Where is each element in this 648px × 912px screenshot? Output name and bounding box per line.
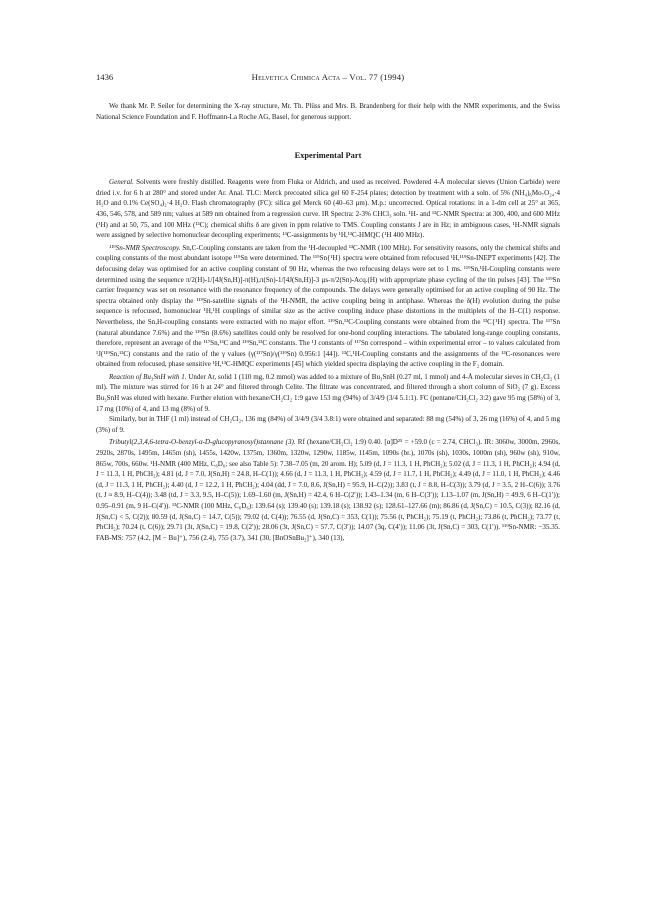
experimental-body <box>96 177 560 543</box>
paragraph-sn-nmr <box>96 243 560 370</box>
paragraph-text: Solvents were freshly distilled. Reagents were from Fluka or Aldrich, and used as received. Powdered 4-Å molecular sieves (Union Carbide) were dried i.v. for 6 h at 280° and stored under Ar. Anal. TLC: Merck precoated silica gel 60 F-254 plates; detection by treatment with a soln. of 5% (NH₄)₆Mo₇O₂₄·4 H₂O and 0.1% Ce(SO₄)₂·4 H₂O. Flash chromatography (FC): silica gel Merck 60 (40–63 µm). M.p.: uncorrected. Optical rotations: in a 1-dm cell at 25° at 365, 436, 546, 578, and 589 nm; values at 589 nm obtained from a regression curve. IR Spectra: 2-3% CHCl₃ soln. ¹H- and ¹³C-NMR Spectra: at 300, 400, and 600 MHz (¹H) and at 50, 75, and 100 MHz (¹³C); chemical shifts δ are given in ppm relative to TMS. Coupling constants J are in Hz; in ambiguous cases, ¹H-NMR signals were assigned by selective homonuclear decoupling experiments; ¹³C-assignments by ¹H,¹³C-HMQC (¹H 400 MHz). <box>96 178 560 240</box>
acknowledgement-block <box>96 101 560 122</box>
paragraph-text: Sn,C-Coupling constants are taken from the ¹H-decoupled ¹³C-NMR (100 MHz). For sensitivity reasons, only the chemical shifts and coupling constants of the most abundant isotope ¹¹⁹Sn were determined. The ¹¹⁹Sn{¹H} spectra were obtained from refocused ¹H,¹¹⁹Sn-INEPT experiments [42]. The defocusing delay was optimised for an active coupling constant of 90 Hz, whereas the two refocusing delays were set to 1 ms. ¹¹⁹Sn,¹H-Coupling constants were determined using the sequence π/2(H)-1/[4J(Sn,H)]-π(H),π(Sn)-1/[4J(Sn,H)]-3 µs-π/2(Sn)-Acq.(H) with appropriate phase cycling of the tin pulses [43]. The ¹¹⁹Sn carrier frequency was set on resonance with the resonance frequency of the compounds. The delays were generally optimised for an active coupling of 90 Hz. The spectra obtained only display the ¹¹⁹Sn-satellite signals of the ¹H-NMR, the active coupling being in antiphase. Whereas the δ(H) evolution during the pulse sequence is refocused, homonuclear ¹H,¹H couplings of similar size as the active coupling induce phase distortions in the multiplets of the H–C(1) response. Nevertheless, the Sn,H-coupling constants were extracted with no major effort. ¹¹⁹Sn,¹³C-Coupling constants were obtained from the ¹³C{¹H} spectra. The ¹¹⁷Sn (natural abundance 7.6%) and the ¹¹⁹Sn (8.6%) satellites could only be resolved for one-bond coupling interactions. The tabulated long-range coupling constants, therefore, represent an average of the ¹¹⁷Sn,¹³C and ¹¹⁹Sn,¹³C constants. The ¹J constants of ¹¹⁷Sn correspond – within experimental error – to values calculated from ¹J(¹¹⁹Sn,¹³C) constants and the ratio of the γ values (γ(¹¹⁷Sn)/γ(¹¹⁹Sn) 0.956:1 [44]). ¹³C,¹H-Coupling constants and the assignments of the ¹³C-resonances were obtained from refocused, phase sensitive ¹H,¹³C-HMQC experiments [45] which yielded spectra displaying the active coupling in the F₂ domain. <box>96 243 560 369</box>
page-number: 1436 <box>96 72 114 82</box>
paragraph-text: Similarly, but in THF (1 ml) instead of CH₂Cl₂, 136 mg (84%) of 3/4/9 (3/4 3.8:1) were obtained and separated: 88 mg (54%) of 3, 26 mg (16%) of 4, and 5 mg (3%) of 9. <box>96 415 560 434</box>
runin-heading: Tributyl(2,3,4,6-tetra-O-benzyl-α-D-glucopyranosyl)stannane (3). <box>109 438 296 447</box>
paragraph-text: Rf (hexane/CH₂Cl₂ 1:9) 0.40. [α]D²⁵ = +59.0 (c = 2.74, CHCl₃). IR: 3060w, 3000m, 2960s, 2920s, 2870s, 1495m, 1465m (sh), 1455s, 1420w, 1375m, 1360m, 1320w, 1290w, 1185w, 1145m, 1090s (br.), 1070s (sh), 1030s, 1000m (sh), 960w (sh), 910w, 865w, 700s, 660w. ¹H-NMR (400 MHz, C₆D₆; see also Table 5): 7.38–7.05 (m, 20 arom. H); 5.09 (d, J = 11.3, 1 H, PhCH₂); 5.02 (d, J = 11.3, 1 H, PhCH₂); 4.94 (d, J = 11.3, 1 H, PhCH₂); 4.81 (d, J = 7.0, J(Sn,H) = 24.8, H–C(1)); 4.66 (d, J = 11.3, 1 H, PhCH₂); 4.59 (d, J = 11.7, 1 H, PhCH₂); 4.49 (d, J = 11.0, 1 H, PhCH₂); 4.46 (d, J = 11.3, 1 H, PhCH₂); 4.40 (d, J = 12.2, 1 H, PhCH₂); 4.04 (dd, J = 7.0, 8.6, J(Sn,H) = 95.9, H–C(2)); 3.83 (t, J = 8.8, H–C(3)); 3.79 (d, J = 3.5, 2 H–C(6)); 3.76 (t, J ≈ 8.9, H–C(4)); 3.48 (td, J = 3.3, 9.5, H–C(5)); 1.69–1.60 (m, J(Sn,H) = 42.4, 6 H–C(2′)); 1.43–1.34 (m, 6 H–C(3′)); 1.13–1.07 (m, J(Sn,H) = 49.9, 6 H–C(1′)); 0.95–0.91 (m, 9 H–C(4′)). ¹³C-NMR (100 MHz, C₆D₆): 139.64 (s); 139.40 (s); 139.18 (s); 138.92 (s); 128.61–127.66 (m); 86.86 (d, J(Sn,C) = 10.5, C(3)); 82.16 (d, J(Sn,C) < 5, C(2)); 80.59 (d, J(Sn,C) = 14.7, C(5)); 79.02 (d, C(4)); 76.55 (d, J(Sn,C) = 353, C(1)); 75.56 (t, PhCH₂); 75.19 (t, PhCH₂); 73.86 (t, PhCH₂); 73.77 (t, PhCH₂); 70.24 (t, C(6)); 29.71 (3t, J(Sn,C) = 19.8, C(2′)); 28.06 (3t, J(Sn,C) = 57.7, C(3′)); 14.07 (3q, C(4′)); 11.06 (3t, J(Sn,C) = 303, C(1′)). ¹¹⁹Sn-NMR: −35.35. FAB-MS: 757 (4.2, [M − Bu]⁺), 756 (2.4), 755 (3.7), 341 (30, [BnOSnBu₂]⁺), 340 (13), <box>96 438 561 542</box>
running-head: Helvetica Chimica Acta – Vol. 77 (1994) <box>251 72 405 82</box>
runin-heading: Reaction of Bu₃SnH with 1. <box>109 372 187 381</box>
paragraph-similarly <box>96 414 560 435</box>
page-header <box>96 70 560 84</box>
paragraph-general <box>96 177 560 241</box>
section-title: Experimental Part <box>294 151 362 161</box>
paragraph-compound-3 <box>96 437 560 543</box>
runin-heading: General. <box>109 178 134 187</box>
paragraph-text: Under Ar, solid 1 (110 mg, 0.2 mmol) was added to a mixture of Bu₃SnH (0.27 ml, 1 mmol) and 4-Å molecular sieves in CH₂Cl₂ (1 ml). The mixture was stirred for 16 h at 24° and filtered through Celite. The filtrate was concentrated, and filtered through a short column of SiO₂ (7 g). Excess Bu₃SnH was eluted with hexane. Further elution with hexane/CH₂Cl₂ 1:9 gave 153 mg (94%) of 3/4/9 (3/4 5.1:1). FC (pentane/CH₂Cl₂ 3:2) gave 95 mg (58%) of 3, 17 mg (10%) of 4, and 13 mg (8%) of 9. <box>96 372 560 413</box>
runin-heading: ¹¹⁹Sn-NMR Spectroscopy. <box>109 243 181 252</box>
paragraph-reaction <box>96 372 560 414</box>
acknowledgement: We thank Mr. P. Seiler for determining the X-ray structure, Mr. Th. Plüss and Mrs. B. Brandenberg for their help with the NMR experiments, and the Swiss National Science Foundation and F. Hoffmann-La Roche AG, Basel, for generous support. <box>96 102 560 121</box>
